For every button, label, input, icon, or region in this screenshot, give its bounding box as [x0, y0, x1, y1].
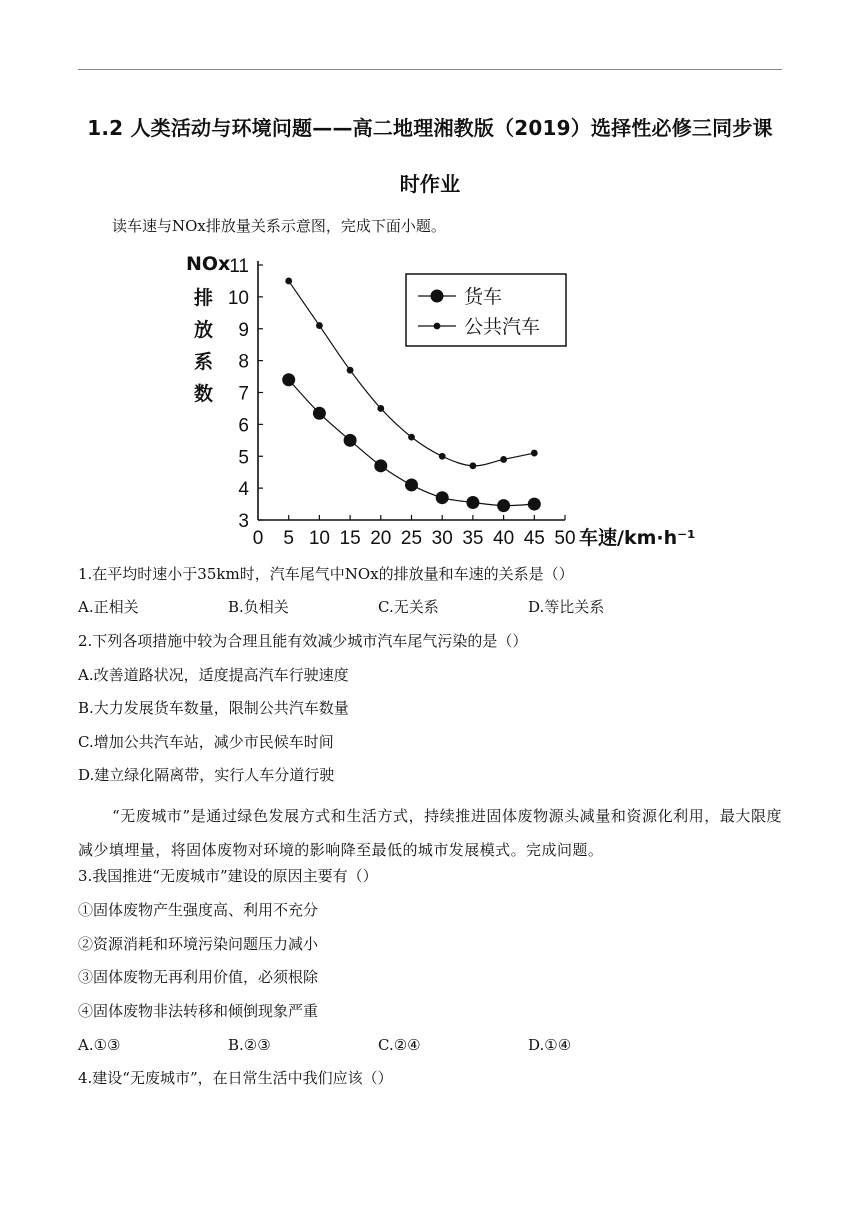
data-point [344, 434, 357, 447]
q2-option-d[interactable]: D.建立绿化隔离带，实行人车分道行驶 [78, 766, 335, 784]
intro-text: 读车速与NOx排放量关系示意图，完成下面小题。 [112, 217, 446, 235]
page-title-continued: 时作业 [399, 172, 461, 196]
data-point [500, 456, 507, 463]
data-point [470, 462, 477, 469]
y-tick-label: 4 [238, 479, 249, 501]
y-axis-label-char: 系 [194, 351, 214, 373]
q1-option-c[interactable]: C.无关系 [378, 598, 439, 616]
legend-marker [434, 323, 441, 330]
q2-option-a[interactable]: A.改善道路状况，适度提高汽车行驶速度 [78, 666, 349, 684]
y-tick-label: 7 [238, 383, 249, 405]
data-point [377, 405, 384, 412]
data-point [528, 498, 541, 511]
q1-option-a[interactable]: A.正相关 [78, 598, 139, 616]
q3-stem: 3.我国推进“无废城市”建设的原因主要有（） [78, 867, 378, 885]
x-tick-label: 35 [462, 528, 484, 549]
q2-option-c[interactable]: C.增加公共汽车站，减少市民候车时间 [78, 733, 334, 751]
x-axis-label: 车速/km·h⁻¹ [579, 527, 696, 549]
q3-option-a[interactable]: A.①③ [78, 1036, 121, 1054]
q1-option-b[interactable]: B.负相关 [228, 598, 289, 616]
q3-option-c[interactable]: C.②④ [378, 1036, 421, 1054]
q3-item-1: ①固体废物产生强度高、利用不充分 [78, 901, 319, 919]
data-point [282, 373, 295, 386]
data-point [466, 496, 479, 509]
q2-stem: 2.下列各项措施中较为合理且能有效减少城市汽车尾气污染的是（） [78, 632, 528, 650]
q1-stem: 1.在平均时速小于35km时，汽车尾气中NOx的排放量和车速的关系是（） [78, 565, 574, 583]
q4-stem: 4.建设“无废城市”，在日常生活中我们应该（） [78, 1069, 393, 1087]
y-tick-label: 9 [238, 319, 249, 341]
q3-item-3: ③固体废物无再利用价值，必须根除 [78, 968, 319, 986]
y-axis-label-char: 排 [194, 287, 214, 309]
data-point [531, 450, 538, 457]
legend-label: 公共汽车 [464, 316, 541, 338]
data-point [497, 499, 510, 512]
passage: “无废城市”是通过绿色发展方式和生活方式，持续推进固体废物源头减量和资源化利用，最大限度减少填埋量，将固体废物对环境的影响降至最低的城市发展模式。完成问题。 [78, 807, 782, 859]
y-tick-label: 11 [229, 256, 249, 277]
data-point [313, 407, 326, 420]
y-tick-label: 3 [238, 511, 249, 532]
x-tick-label: 10 [308, 528, 330, 549]
q1-options [78, 597, 782, 617]
q2-option-b[interactable]: B.大力发展货车数量，限制公共汽车数量 [78, 699, 349, 717]
legend-marker [431, 290, 444, 303]
y-tick-label: 5 [238, 447, 249, 469]
y-tick-label: 8 [238, 351, 249, 373]
q3-item-4: ④固体废物非法转移和倾倒现象严重 [78, 1002, 319, 1020]
data-point [408, 434, 415, 441]
x-tick-label: 25 [400, 528, 423, 549]
data-point [285, 278, 292, 285]
data-point [316, 322, 323, 329]
legend-label: 货车 [464, 286, 503, 308]
q1-option-d[interactable]: D.等比关系 [528, 598, 605, 616]
x-tick-label: 45 [523, 528, 545, 549]
y-tick-label: 10 [227, 287, 249, 309]
q3-option-d[interactable]: D.①④ [528, 1036, 572, 1054]
x-tick-label: 20 [370, 528, 392, 549]
x-tick-label: 30 [431, 528, 453, 549]
q3-item-2: ②资源消耗和环境污染问题压力减小 [78, 935, 319, 953]
data-point [439, 453, 446, 460]
y-tick-label: 6 [238, 415, 249, 437]
y-axis-label-char: 数 [194, 383, 214, 405]
data-point [347, 367, 354, 374]
x-tick-label: 40 [493, 528, 515, 549]
x-tick-label: 0 [252, 528, 264, 549]
y-axis-label-top: NOx [186, 253, 231, 275]
header-rule [78, 69, 782, 70]
data-point [436, 491, 449, 504]
nox-speed-chart [180, 250, 700, 550]
q3-option-b[interactable]: B.②③ [228, 1036, 271, 1054]
x-tick-label: 15 [339, 528, 361, 549]
x-tick-label: 5 [283, 528, 294, 549]
x-tick-label: 50 [554, 528, 576, 549]
page-title: 1.2 人类活动与环境问题——高二地理湘教版（2019）选择性必修三同步课 [87, 116, 773, 140]
data-point [405, 478, 418, 491]
y-axis-label-char: 放 [194, 319, 214, 341]
q3-options [78, 1035, 782, 1055]
data-point [374, 459, 387, 472]
chart-legend [406, 274, 566, 346]
